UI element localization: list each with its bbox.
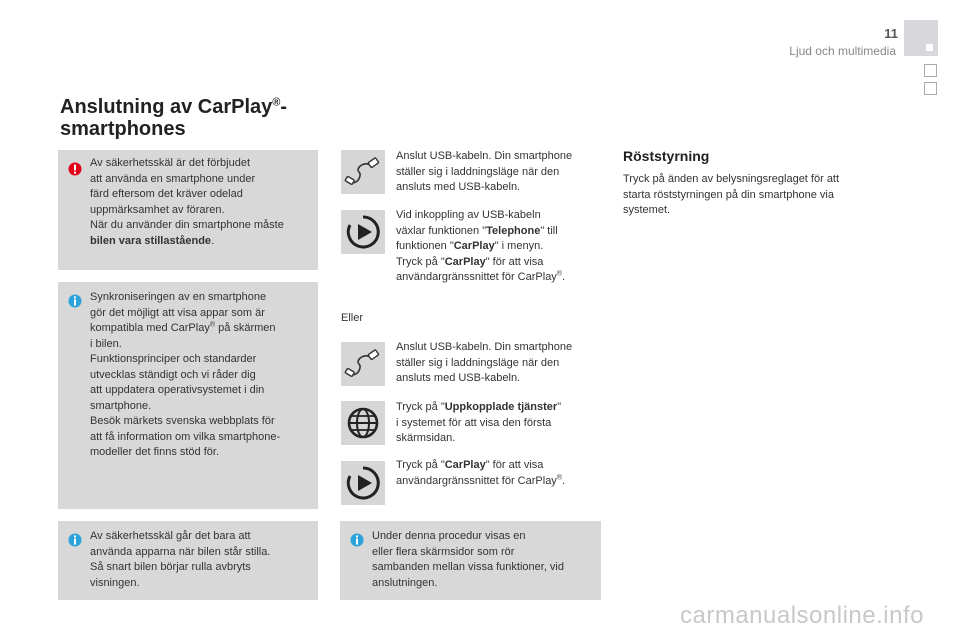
info-box-carplay-sync	[58, 282, 318, 509]
globe-icon	[341, 401, 385, 445]
info-icon	[68, 294, 82, 308]
chapter-tab	[924, 64, 937, 77]
usb-cable-icon	[341, 342, 385, 386]
chapter-tab-active	[904, 20, 938, 56]
step-connect-usb-2: Anslut USB-kabeln. Din smartphone ställer sig i laddningsläge när den ansluts med USB-kabeln.	[396, 341, 573, 384]
info-box-procedure	[340, 521, 601, 600]
play-tile	[341, 461, 385, 505]
globe-tile	[341, 401, 385, 445]
page-number: 11	[884, 26, 898, 41]
step-carplay-open: Tryck på "CarPlay" för att visa användargränssnittet för CarPlay®.	[396, 459, 566, 487]
voice-control-text: Tryck på änden av belysningsreglaget för att starta röststyrningen på din smartphone via systemet.	[623, 173, 840, 216]
warning-icon	[68, 162, 82, 176]
step-connect-usb: Anslut USB-kabeln. Din smartphone ställer sig i laddningsläge när den ansluts med USB-kabeln.	[396, 150, 573, 193]
play-tile	[341, 210, 385, 254]
chapter-tab	[924, 82, 937, 95]
info-icon	[350, 533, 364, 547]
step-connected-services: Tryck på "Uppkopplade tjänster" i systemet för att visa den första skärmsidan.	[396, 401, 562, 444]
play-icon	[341, 210, 385, 254]
page-title: Anslutning av CarPlay®- smartphones	[60, 96, 288, 140]
info-icon	[68, 533, 82, 547]
info-text-procedure: Under denna procedur visas en eller flera skärmsidor som rör sambanden mellan vissa funktioner, vid anslutningen.	[372, 530, 564, 589]
usb-cable-icon	[341, 150, 385, 194]
watermark: carmanualsonline.info	[680, 602, 924, 629]
warning-text: Av säkerhetsskäl är det förbjudet att använda en smartphone under färd eftersom det kräver odelad uppmärksamhet av föraren. När du använder din smartphone måste bilen vara stillastående.	[90, 157, 284, 247]
info-text-safety: Av säkerhetsskäl går det bara att använda apparna när bilen står stilla. Så snart bilen börjar rulla avbryts visningen.	[90, 530, 271, 589]
warning-box	[58, 150, 318, 270]
usb-cable-tile	[341, 342, 385, 386]
play-icon	[341, 461, 385, 505]
or-label: Eller	[341, 312, 364, 324]
section-title: Ljud och multimedia	[789, 44, 896, 58]
usb-cable-tile	[341, 150, 385, 194]
info-text-carplay-sync: Synkroniseringen av en smartphone gör det möjligt att visa appar som är kompatibla med CarPlay® på skärmen i bilen. Funktionsprinciper och standarder utvecklas ständigt och vi råder dig att uppdatera operativsystemet i din smartphone. Besök märkets svenska webbplats för att få information om vilka smartphone- modeller det finns stöd för.	[90, 291, 281, 458]
step-carplay-menu: Vid inkoppling av USB-kabeln växlar funktionen "Telephone" till funktionen "CarPlay" i menyn. Tryck på "CarPlay" för att visa användargränssnittet för CarPlay®.	[396, 209, 566, 283]
info-box-safety	[58, 521, 318, 600]
voice-control-heading: Röststyrning	[623, 148, 710, 164]
